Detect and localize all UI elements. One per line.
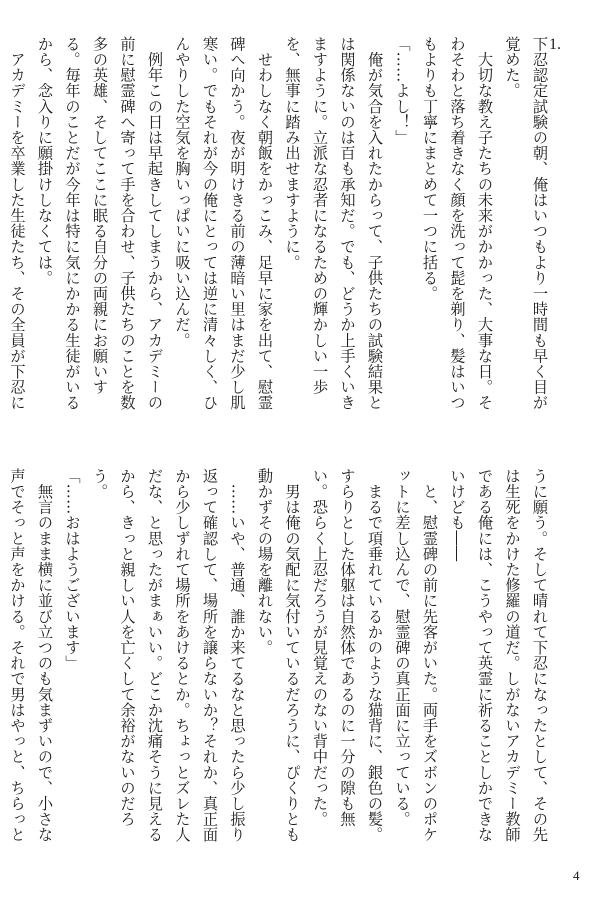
chapter-number: 1. — [549, 36, 561, 53]
page-number: 4 — [573, 868, 580, 883]
body-text-lower-block: うに願う。そして晴れて下忍になったとして、その先は生死をかけた修羅の道だ。しがないアカデミー教師である俺には、こうやって英霊に祈ることしかできないけども―― と、慰霊碑の前に先客がいた。両手をズボンのポケットに差し込んで、慰霊碑の真正面に立っている。 まるで項垂れているかのような猫背に、銀色の髪。すらりとした体躯は自然体であるのに一分の隙も無い。恐らく上忍だろうが見覚えのない背中だった。 男は俺の気配に気付いているだろうに、ぴくりとも動かずその場を離れない。 ……いや、普通、誰か来てるなと思ったら少し振り返って確認して、場所を譲らないか？それか、真正面から少しずれて場所をあけるとか。ちょっとズレた人だな、と思ったがまぁいい。どこか沈痛そうに見えるから、きっと親しい人を亡くして余裕がないのだろう。 「……おはようございます」 無言のまま横に並び立つのも気まずいので、小さな声でそっと声をかける。それで男はやっと、ちらっと — [8, 468, 549, 843]
body-text-upper-block: 下忍認定試験の朝、俺はいつもより一時間も早く目が覚めた。 大切な教え子たちの未来がかかった、大事な日。そわそわと落ち着きなく顔を洗って髭を剃り、髪はいつもよりも丁寧にまとめて一つに括る。 「……よし！」 俺が気合を入れたからって、子供たちの試験結果とは関係ないのは百も承知だ。でも、どうか上手くいきますように。立派な忍者になるための輝かしい一歩を、無事に踏み出せますように。 せわしなく朝飯をかっこみ、足早に家を出て、慰霊碑へ向かう。夜が明けきる前の薄暗い里はまだ少し肌寒い。でもそれが今の俺にとっては逆に清々しく、ひんやりした空気を胸いっぱいに吸い込んだ。 例年この日は早起きしてしまうから、アカデミーの前に慰霊碑へ寄って手を合わせ、子供たちのことを数多の英雄、そしてここに眠る自分の両親にお願いする。毎年のことだが今年は特に気にかかる生徒がいるから、念入りに願掛けしなくては。 アカデミーを卒業した生徒たち、その全員が下忍に — [8, 36, 549, 411]
